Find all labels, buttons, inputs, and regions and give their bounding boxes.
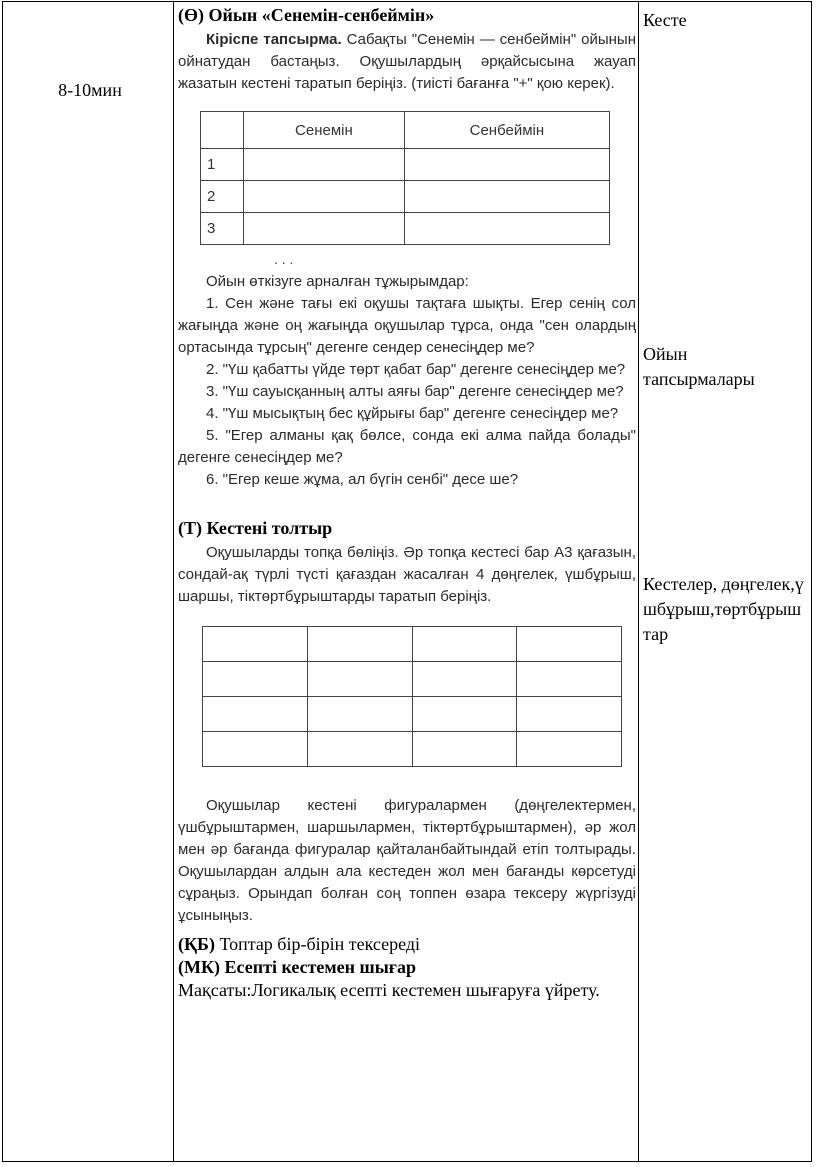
answer-cell[interactable] xyxy=(404,181,609,213)
grid-cell[interactable] xyxy=(203,627,308,662)
goal-text: Мақсаты:Логикалық есепті кестемен шығаруға үйрету. xyxy=(178,980,600,1000)
grid-cell[interactable] xyxy=(412,662,517,697)
grid-cell[interactable] xyxy=(307,697,412,732)
group-paragraph: Оқушыларды топқа бөліңіз. Әр топқа кестесі бар А3 қағазын, сондай-ақ түрлі түсті қағаздан жасалған 4 дөңгелек, үшбұрыш, шаршы, тіктөртбұрыштарды таратып беріңіз. xyxy=(178,544,636,605)
intro-paragraph xyxy=(178,29,636,95)
answer-cell[interactable] xyxy=(244,181,405,213)
instruction-item: 4. "Үш мысықтың бес құйрығы бар" дегенге сенесіңдер ме? xyxy=(206,405,619,422)
row-number: 3 xyxy=(201,213,244,245)
time-cell: 8-10мин xyxy=(58,80,122,100)
grid-cell[interactable] xyxy=(517,627,622,662)
shapes-grid xyxy=(202,626,622,767)
instruction-item: 5. "Егер алманы қақ бөлсе, сонда екі алма пайда болады" дегенге сенесіңдер ме? xyxy=(178,427,636,466)
grid-cell[interactable] xyxy=(307,662,412,697)
fill-instructions: Оқушылар кестені фигуралармен (дөңгелектермен, үшбұрыштармен, шаршылармен, тіктөртбұрыштармен), әр жол мен әр бағанда фигуралар қайталанбайтындай етіп толтырады. Оқушылардан алдын ала кестеден жол мен бағанды көрсетуді сұраңыз. Орындап болған соң топпен өзара тексеру жүргізуді ұсыныңыз. xyxy=(178,797,636,924)
grid-cell[interactable] xyxy=(203,697,308,732)
peer-check-line xyxy=(178,933,636,956)
section-heading-task: (МК) Есепті кестемен шығар xyxy=(178,957,416,977)
grid-cell[interactable] xyxy=(412,732,517,767)
grid-cell[interactable] xyxy=(412,697,517,732)
grid-cell[interactable] xyxy=(203,732,308,767)
grid-cell[interactable] xyxy=(203,662,308,697)
section-heading-fill-table: (Т) Кестені толтыр xyxy=(178,518,333,538)
grid-cell[interactable] xyxy=(517,732,622,767)
table-header xyxy=(201,112,244,149)
grid-cell[interactable] xyxy=(307,627,412,662)
grid-cell[interactable] xyxy=(412,627,517,662)
instruction-item: 3. "Үш сауысқанның алты аяғы бар" дегенге сенесіңдер ме? xyxy=(206,383,624,400)
answer-table xyxy=(200,111,610,245)
resource-game-tasks: Ойын тапсырмалары xyxy=(643,344,755,389)
instruction-item: 6. "Егер кеше жұма, ал бүгін сенбі" десе ше? xyxy=(206,471,519,488)
dots: . . . xyxy=(274,251,294,267)
kb-text: Топтар бір-бірін тексереді xyxy=(214,934,421,954)
resource-shapes: Кестелер, дөңгелек,үшбұрыш,төртбұрыштар xyxy=(643,574,804,644)
table-header: Сенбеймін xyxy=(404,112,609,149)
grid-cell[interactable] xyxy=(307,732,412,767)
table-header: Сенемін xyxy=(244,112,405,149)
row-number: 1 xyxy=(201,149,244,181)
instruction-item: 2. "Үш қабатты үйде төрт қабат бар" дегенге сенесіңдер ме? xyxy=(206,361,626,378)
answer-cell[interactable] xyxy=(404,213,609,245)
kb-label: (ҚБ) xyxy=(178,934,215,954)
resource-table: Кесте xyxy=(643,10,687,30)
instructions-title: Ойын өткізуге арналған тұжырымдар: xyxy=(206,273,469,290)
column-divider xyxy=(173,1,174,1162)
intro-text: Сабақты "Сенемін — сенбеймін" ойынын ойнатудан бастаңыз. Оқушылардың әрқайсысына жауап жазатын кестені таратып беріңіз. (тиісті бағанға "+" қою керек). xyxy=(178,31,636,92)
instructions-block xyxy=(178,271,636,491)
grid-cell[interactable] xyxy=(517,697,622,732)
answer-cell[interactable] xyxy=(244,213,405,245)
intro-label: Кіріспе тапсырма. xyxy=(206,31,342,48)
section-heading-game: (Ө) Ойын «Сенемін-сенбеймін» xyxy=(178,5,435,25)
activity-cell xyxy=(178,4,636,1002)
answer-cell[interactable] xyxy=(244,149,405,181)
row-number: 2 xyxy=(201,181,244,213)
column-divider xyxy=(638,1,639,1162)
answer-cell[interactable] xyxy=(404,149,609,181)
instruction-item: 1. Сен және тағы екі оқушы тақтаға шықты. Егер сенің сол жағыңда және оң жағыңда оқушылар тұрса, онда "сен олардың ортасында тұрсың" дегенге сендер сенесіңдер ме? xyxy=(178,295,636,356)
grid-cell[interactable] xyxy=(517,662,622,697)
